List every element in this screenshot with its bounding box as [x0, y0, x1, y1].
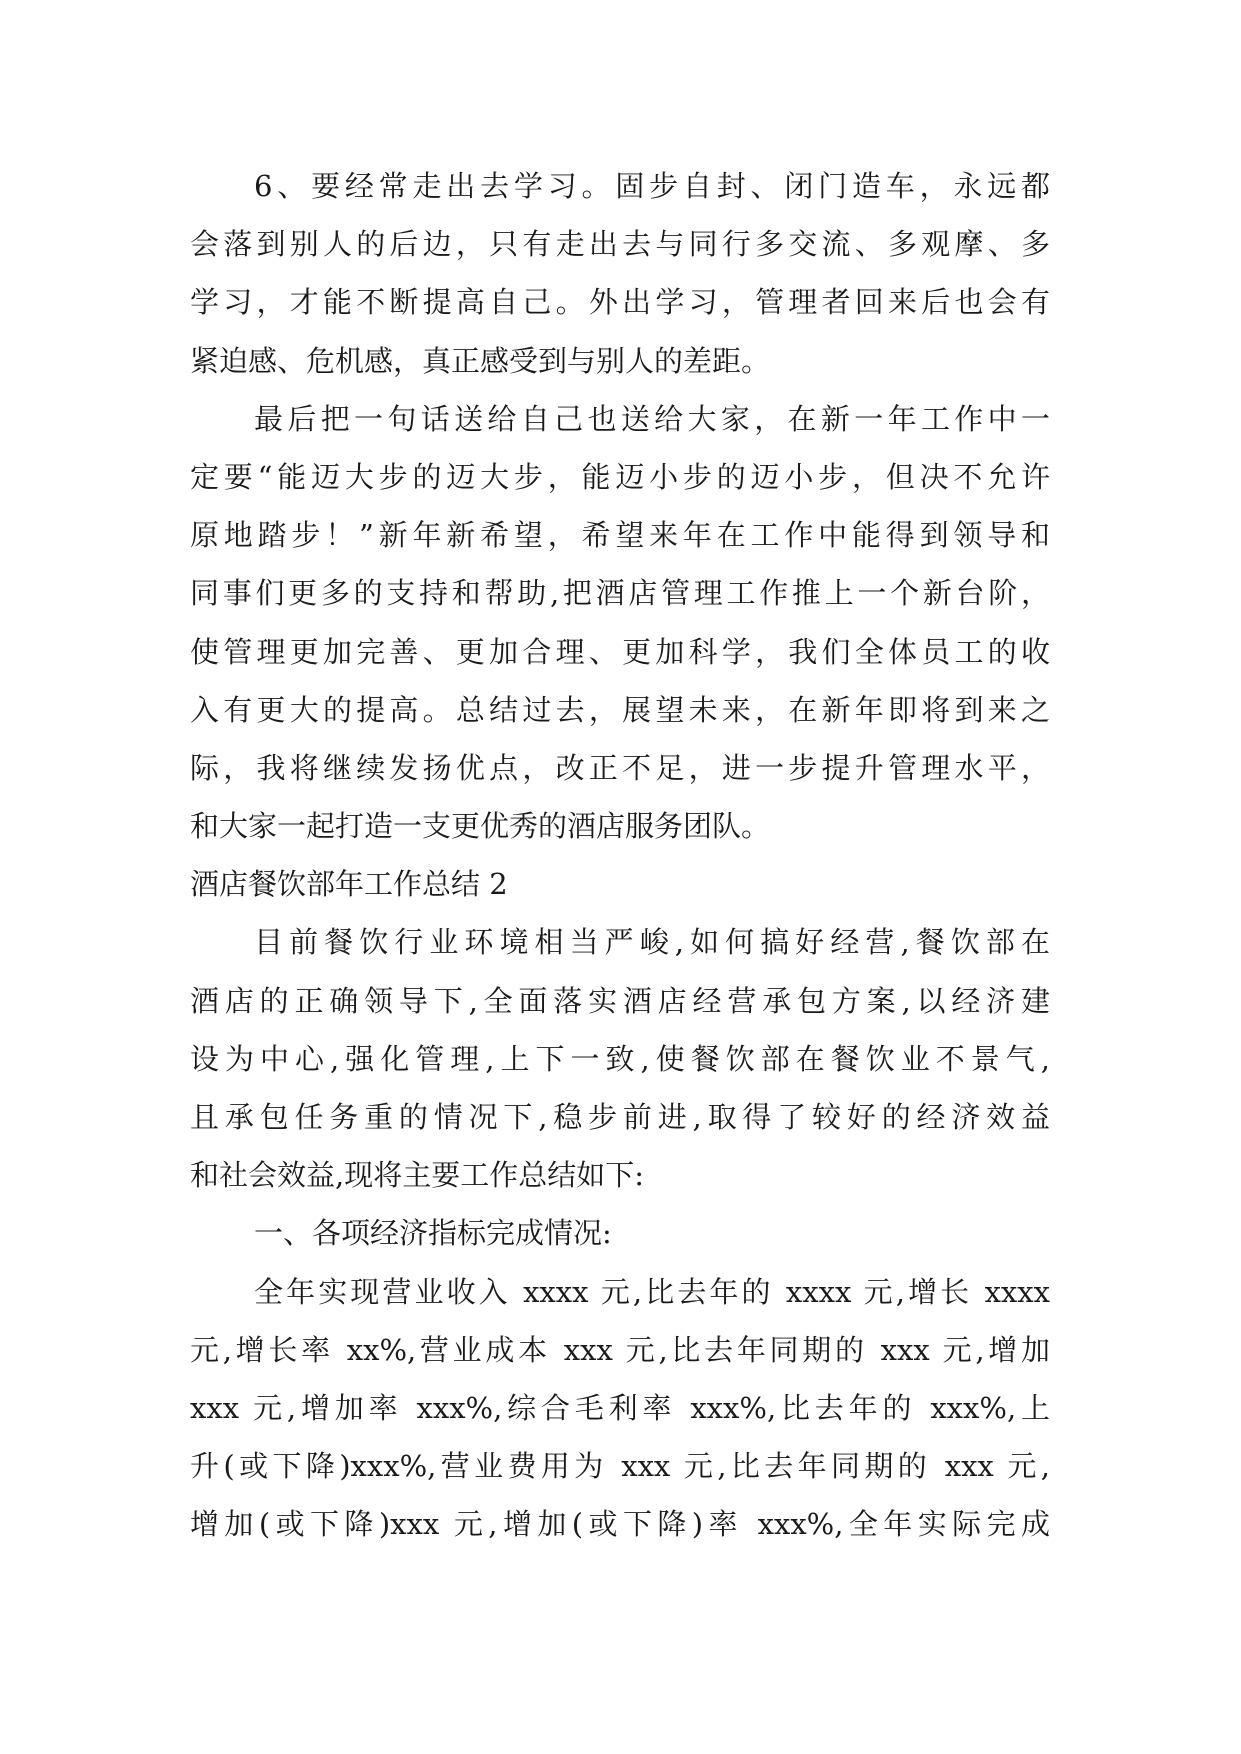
document-body [190, 157, 1050, 1554]
text-line: 会落到别人的后边，只有走出去与同行多交流、多观摩、多 [190, 227, 1050, 262]
text-line: 和社会效益,现将主要工作总结如下: [190, 1158, 644, 1193]
text-line: 际，我将继续发扬优点，改正不足，进一步提升管理水平， [190, 750, 1050, 785]
text-line: 升(或下降)xxx%,营业费用为 xxx 元,比去年同期的 xxx 元, [190, 1449, 1050, 1484]
text-line: 全年实现营业收入 xxxx 元,比去年的 xxxx 元,增长 xxxx [254, 1274, 1050, 1309]
section-heading: 酒店餐饮部年工作总结 2 [190, 867, 508, 902]
text-line: 6、要经常走出去学习。固步自封、闭门造车，永远都 [254, 169, 1050, 203]
text-line: 使管理更加完善、更加合理、更加科学，我们全体员工的收 [190, 634, 1050, 669]
text-line: 和大家一起打造一支更优秀的酒店服务团队。 [190, 809, 771, 844]
text-line: 原地踏步！”新年新希望，希望来年在工作中能得到领导和 [190, 518, 1050, 553]
text-line: 紧迫感、危机感，真正感受到与别人的差距。 [190, 343, 771, 378]
text-line: 学习，才能不断提高自己。外出学习，管理者回来后也会有 [190, 285, 1050, 320]
text-line: 同事们更多的支持和帮助,把酒店管理工作推上一个新台阶， [190, 576, 1050, 611]
text-line: 元,增长率 xx%,营业成本 xxx 元,比去年同期的 xxx 元,增加 [190, 1332, 1050, 1367]
text-line: 入有更大的提高。总结过去，展望未来，在新年即将到来之 [190, 692, 1050, 727]
text-line: 设为中心,强化管理,上下一致,使餐饮部在餐饮业不景气, [190, 1041, 1050, 1076]
text-line: xxx 元,增加率 xxx%,综合毛利率 xxx%,比去年的 xxx%,上 [190, 1390, 1050, 1425]
text-line: 且承包任务重的情况下,稳步前进,取得了较好的经济效益 [190, 1100, 1050, 1134]
text-line: 最后把一句话送给自己也送给大家，在新一年工作中一 [254, 401, 1050, 436]
text-line: 增加(或下降)xxx 元,增加(或下降)率 xxx%,全年实际完成 [190, 1507, 1050, 1542]
text-line: 一、各项经济指标完成情况: [254, 1216, 612, 1251]
text-line: 定要“能迈大步的迈大步，能迈小步的迈小步，但决不允许 [190, 459, 1050, 494]
text-line: 酒店的正确领导下,全面落实酒店经营承包方案,以经济建 [190, 983, 1050, 1018]
text-line: 目前餐饮行业环境相当严峻,如何搞好经营,餐饮部在 [254, 925, 1050, 960]
